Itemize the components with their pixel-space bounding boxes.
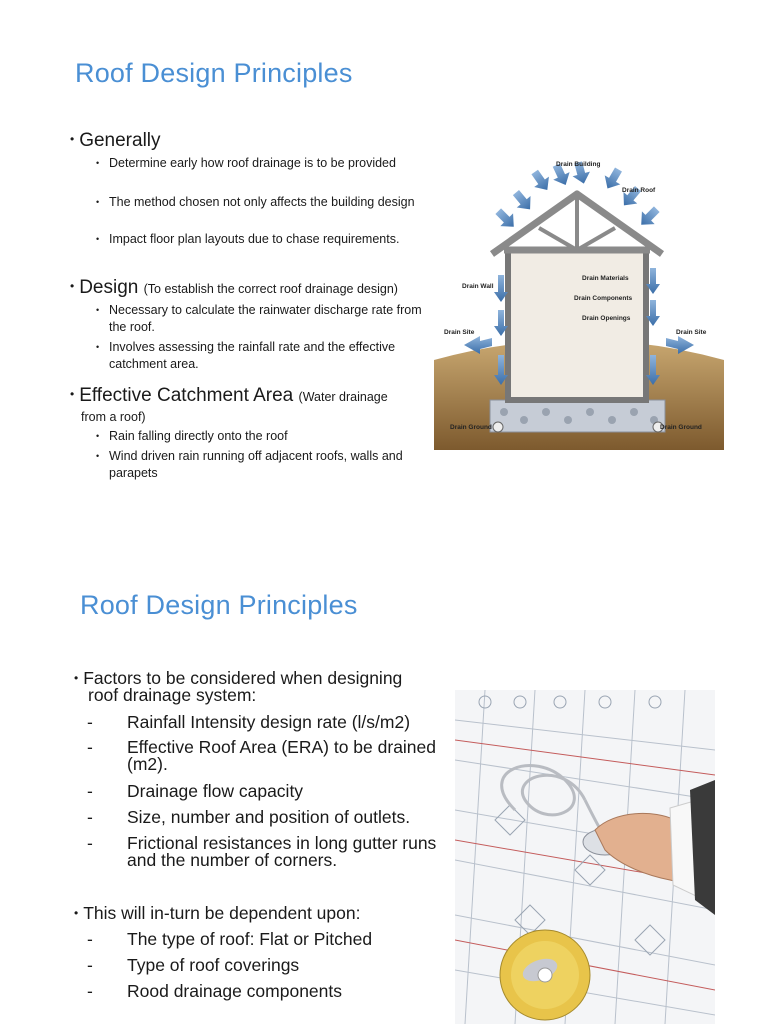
left-footing-drain bbox=[493, 422, 503, 432]
bullet-factors: • Factors to be considered when designing roof drainage system: bbox=[74, 668, 403, 705]
label-drain-roof: Drain Roof bbox=[622, 187, 656, 194]
blueprint-hand-mouse-photo bbox=[455, 690, 715, 1024]
bullet-label: Effective Catchment Area bbox=[79, 385, 294, 406]
bullet-dependencies: • This will in-turn be dependent upon: bbox=[74, 903, 361, 923]
sub-bullet: • Rain falling directly onto the roof bbox=[96, 429, 288, 443]
sub-bullet: • Necessary to calculate the rainwater discharge rate from the roof. bbox=[96, 303, 422, 334]
house-walls bbox=[508, 250, 646, 400]
factor-item: - Frictional resistances in long gutter runs and the number of corners. bbox=[87, 833, 437, 870]
bullet-note: (To establish the correct roof drainage design) bbox=[143, 282, 398, 296]
factor-item: - Size, number and position of outlets. bbox=[87, 807, 411, 827]
label-drain-site-left: Drain Site bbox=[444, 329, 475, 336]
slide-1-title: Roof Design Principles bbox=[75, 58, 353, 88]
label-drain-materials: Drain Materials bbox=[582, 275, 629, 282]
label-drain-building: Drain Building bbox=[556, 161, 601, 168]
label-drain-ground-right: Drain Ground bbox=[660, 424, 702, 431]
bullet-design: • Design (To establish the correct roof drainage design) bbox=[70, 277, 398, 298]
sub-bullet: • Determine early how roof drainage is to be provided bbox=[96, 156, 396, 170]
dependency-item: - The type of roof: Flat or Pitched bbox=[87, 929, 373, 949]
house-drainage-diagram bbox=[434, 150, 724, 450]
bullet-note: (Water drainage bbox=[298, 390, 388, 404]
sub-bullet: • The method chosen not only affects the building design bbox=[96, 195, 415, 209]
sub-bullet: • Impact floor plan layouts due to chase requirements. bbox=[96, 232, 400, 246]
sub-bullet: • Involves assessing the rainfall rate and the effective catchment area. bbox=[96, 340, 396, 371]
slide-2-title: Roof Design Principles bbox=[80, 590, 358, 620]
factor-item: - Effective Roof Area (ERA) to be drained (m2). bbox=[87, 737, 437, 774]
bullet-note-continued: from a roof) bbox=[81, 410, 146, 424]
label-drain-site-right: Drain Site bbox=[676, 329, 707, 336]
bullet-generally: • Generally bbox=[70, 130, 161, 151]
dependency-item: - Rood drainage components bbox=[87, 981, 343, 1001]
sub-bullet: • Wind driven rain running off adjacent roofs, walls and parapets bbox=[96, 449, 403, 480]
foundation-gravel bbox=[490, 400, 665, 432]
label-drain-ground-left: Drain Ground bbox=[450, 424, 492, 431]
bullet-label: Design bbox=[79, 277, 139, 298]
slide-2 bbox=[0, 560, 768, 1024]
dependency-item: - Type of roof coverings bbox=[87, 955, 300, 975]
factor-item: - Drainage flow capacity bbox=[87, 781, 304, 801]
factor-item: - Rainfall Intensity design rate (l/s/m2) bbox=[87, 712, 411, 732]
label-drain-wall: Drain Wall bbox=[462, 283, 494, 290]
label-drain-openings: Drain Openings bbox=[582, 315, 631, 322]
label-drain-components: Drain Components bbox=[574, 295, 633, 302]
bullet-effective-catchment-area: • Effective Catchment Area (Water drainage from a roof) bbox=[70, 385, 388, 424]
bullet-label: Generally bbox=[79, 130, 161, 151]
